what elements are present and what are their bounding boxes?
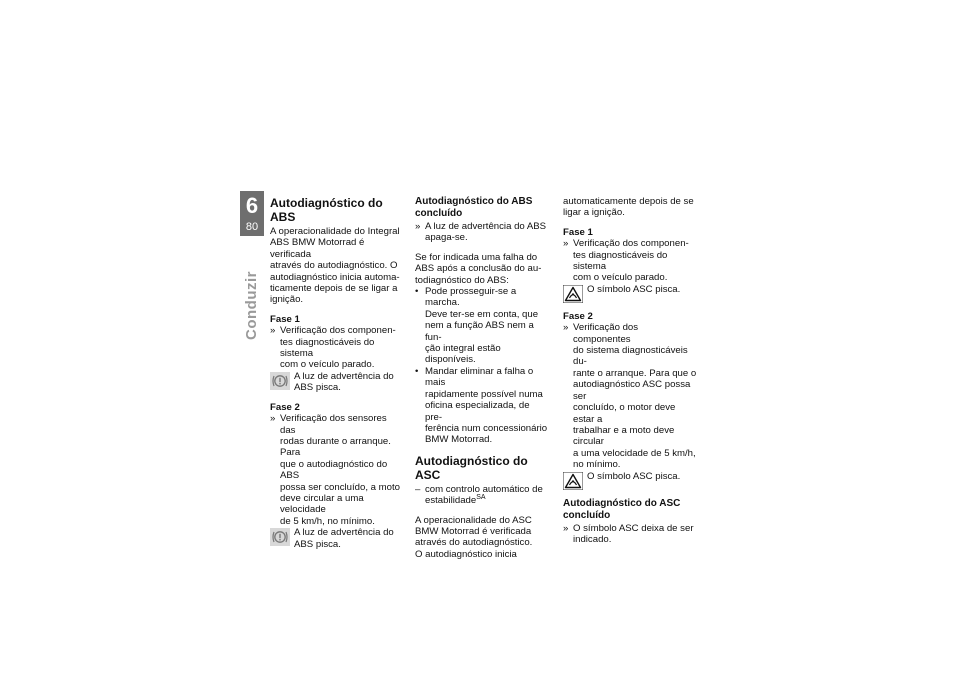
abs-phase1-title: Fase 1 xyxy=(270,313,300,325)
asc-phase2-step: » Verificação dos componentes do sistema diagnosticáveis du- rante o arranque. Para que o autodiagnóstico ASC possa ser concluído, o motor deve estar a trabalhar e a moto deve circular a uma velocidade de 5 km/h, no mínimo. xyxy=(563,322,697,471)
abs-phase2-title: Fase 2 xyxy=(270,401,300,413)
sa-superscript: SA xyxy=(476,493,486,501)
abs-fault-intro: Se for indicada uma falha do ABS após a conclusão do au- todiagnóstico do ABS: xyxy=(415,251,542,286)
asc-phase2-note: O símbolo ASC pisca. xyxy=(563,471,697,490)
asc-done-step: » O símbolo ASC deixa de ser indicado. xyxy=(563,522,694,545)
abs-phase2-note: A luz de advertência do ABS pisca. xyxy=(270,527,404,550)
asc-warning-icon xyxy=(563,285,587,303)
abs-fault-item-2: • Mandar eliminar a falha o mais rapidamente possível numa oficina especializada, de pre- ferência num concessionário BMW Motorrad. xyxy=(415,365,548,446)
asc-intro: A operacionalidade do ASC BMW Motorrad é verificada através do autodiagnóstico. O autodiagnóstico inicia xyxy=(415,514,533,560)
asc-selfdiag-heading: Autodiagnóstico do ASC xyxy=(415,453,528,482)
chapter-title: Conduzir xyxy=(243,271,260,340)
column-2 xyxy=(415,196,549,560)
abs-phase1-step: » Verificação dos componen- tes diagnosticáveis do sistema com o veículo parado. xyxy=(270,325,396,371)
asc-phase1-title: Fase 1 xyxy=(563,226,593,238)
asc-phase1-note: O símbolo ASC pisca. xyxy=(563,284,697,303)
asc-option-line: – com controlo automático de estabilidade$^{SA}$ xyxy=(415,483,543,507)
abs-phase1-note: A luz de advertência do ABS pisca. xyxy=(270,371,404,394)
abs-fault-item-1: • Pode prosseguir-se a marcha. Deve ter-se em conta, que nem a função ABS nem a fun- ção integral estão disponíveis. xyxy=(415,286,539,366)
asc-done-heading: Autodiagnóstico do ASC concluído xyxy=(563,497,681,521)
abs-done-step: » A luz de advertência do ABS apaga-se. xyxy=(415,221,547,244)
abs-warning-icon xyxy=(270,372,294,390)
page-number: 80 xyxy=(245,221,259,233)
asc-warning-icon xyxy=(563,472,587,490)
abs-intro: A operacionalidade do Integral ABS BMW Motorrad é verificada através do autodiagnóstico. O autodiagnóstico inicia automa- ticamente depois de se ligar a ignição. xyxy=(270,226,400,306)
abs-selfdiag-heading: Autodiagnóstico do ABS xyxy=(270,196,383,224)
column-1 xyxy=(270,196,404,550)
asc-phase2-title: Fase 2 xyxy=(563,310,593,322)
abs-phase2-step: » Verificação dos sensores das rodas durante o arranque. Para que o autodiagnóstico do ABS possa ser concluído, a moto deve circular a uma velocidade de 5 km/h, no mínimo. xyxy=(270,413,400,527)
column-3 xyxy=(563,196,697,545)
chapter-number: 6 xyxy=(245,193,259,218)
abs-done-heading: Autodiagnóstico do ABS concluído xyxy=(415,196,533,219)
abs-warning-icon xyxy=(270,528,294,546)
asc-phase1-step: » Verificação dos componen- tes diagnosticáveis do sistema com o veículo parado. xyxy=(563,238,689,284)
asc-intro-continued: automaticamente depois de se ligar a ignição. xyxy=(563,196,694,219)
